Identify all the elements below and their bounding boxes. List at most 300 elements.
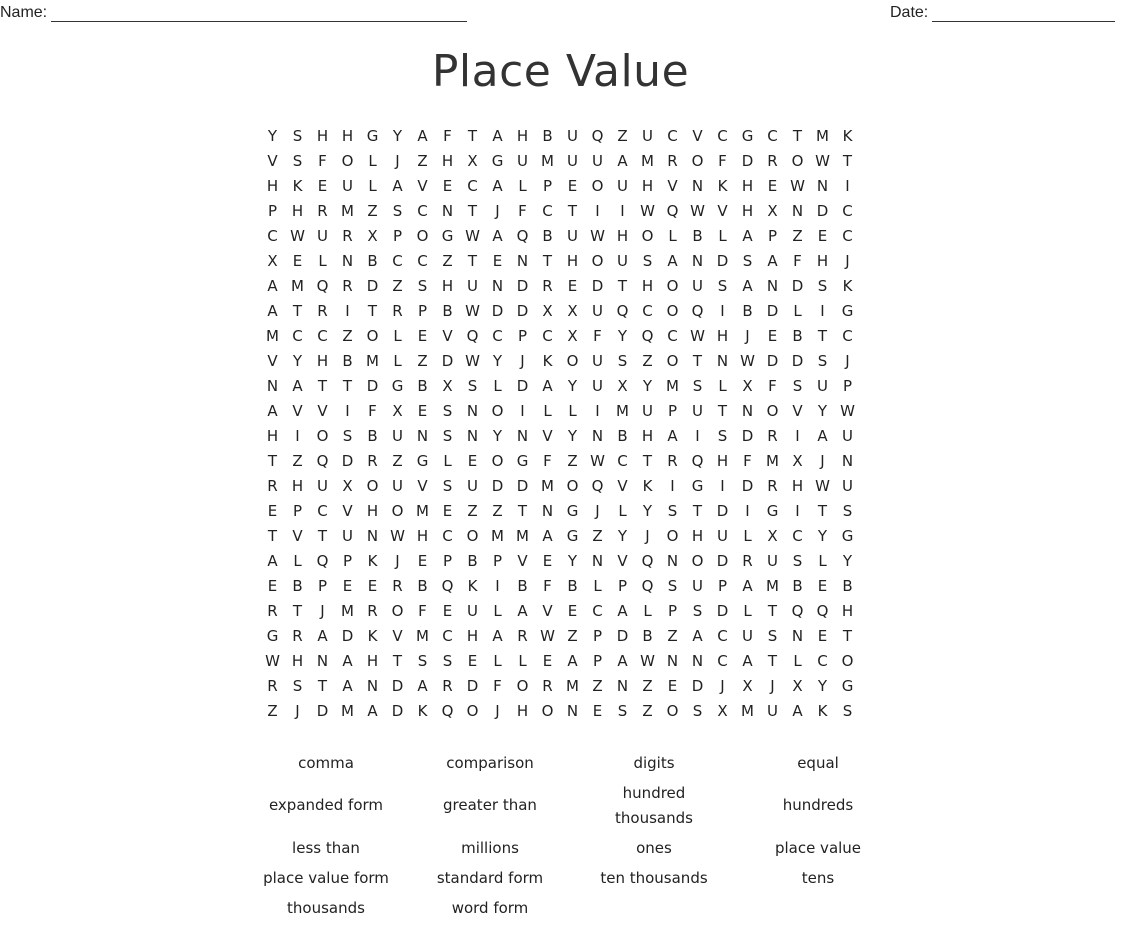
grid-letter: C	[842, 227, 853, 245]
grid-letter: K	[467, 577, 478, 595]
grid-letter: T	[767, 602, 778, 620]
grid-letter: R	[342, 277, 353, 295]
grid-letter: E	[767, 327, 778, 345]
grid-letter: R	[392, 302, 403, 320]
grid-letter: R	[367, 452, 378, 470]
grid-letter: L	[743, 602, 752, 620]
grid-letter: A	[617, 602, 628, 620]
grid-letter: B	[342, 352, 353, 370]
grid-letter: H	[266, 427, 279, 445]
grid-letter: A	[742, 227, 753, 245]
grid-letter: A	[667, 252, 678, 270]
grid-letter: W	[840, 402, 855, 420]
grid-letter: W	[290, 227, 305, 245]
date-field[interactable]	[890, 4, 1115, 22]
grid-letter: G	[366, 127, 379, 145]
grid-letter: A	[267, 302, 278, 320]
grid-letter: E	[567, 602, 578, 620]
grid-letter: T	[642, 452, 653, 470]
grid-letter: S	[442, 402, 453, 420]
grid-row	[260, 199, 860, 224]
grid-letter: I	[620, 202, 625, 220]
name-field[interactable]	[0, 4, 467, 22]
grid-letter: H	[266, 177, 279, 195]
grid-letter: F	[593, 327, 602, 345]
grid-letter: G	[566, 527, 579, 545]
grid-letter: E	[292, 252, 303, 270]
grid-letter: N	[791, 202, 804, 220]
grid-letter: W	[690, 202, 705, 220]
grid-letter: I	[845, 177, 850, 195]
grid-letter: Z	[417, 352, 428, 370]
grid-letter: M	[516, 527, 529, 545]
grid-letter: N	[591, 552, 604, 570]
grid-letter: T	[467, 127, 478, 145]
grid-letter: N	[341, 252, 354, 270]
grid-row	[260, 449, 860, 474]
grid-letter: X	[767, 202, 778, 220]
grid-letter: O	[416, 227, 429, 245]
grid-letter: T	[392, 652, 403, 670]
grid-letter: Q	[441, 577, 454, 595]
grid-letter: M	[416, 627, 429, 645]
grid-letter: I	[720, 302, 725, 320]
grid-letter: X	[467, 152, 478, 170]
grid-letter: D	[716, 552, 729, 570]
grid-letter: N	[841, 452, 854, 470]
grid-letter: W	[690, 327, 705, 345]
grid-letter: V	[617, 477, 628, 495]
grid-letter: F	[318, 152, 327, 170]
grid-letter: P	[842, 377, 853, 395]
grid-letter: O	[491, 452, 504, 470]
grid-letter: N	[416, 427, 429, 445]
grid-letter: Z	[392, 452, 403, 470]
grid-letter: V	[792, 402, 803, 420]
word-bank-item: thousands	[287, 898, 365, 917]
grid-letter: M	[766, 577, 779, 595]
grid-letter: A	[692, 627, 703, 645]
grid-row	[260, 349, 860, 374]
grid-letter: O	[516, 677, 529, 695]
grid-letter: H	[416, 527, 429, 545]
grid-letter: J	[295, 702, 300, 720]
grid-letter: X	[792, 677, 803, 695]
grid-letter: K	[842, 277, 853, 295]
grid-row	[260, 624, 860, 649]
grid-letter: O	[791, 152, 804, 170]
grid-letter: S	[442, 477, 453, 495]
grid-letter: D	[816, 202, 829, 220]
grid-letter: X	[442, 377, 453, 395]
grid-letter: L	[543, 402, 552, 420]
grid-letter: R	[767, 427, 778, 445]
grid-letter: N	[766, 277, 779, 295]
grid-letter: B	[542, 227, 553, 245]
grid-letter: L	[568, 402, 577, 420]
grid-letter: X	[567, 302, 578, 320]
grid-letter: R	[667, 152, 678, 170]
grid-row	[260, 299, 860, 324]
grid-letter: D	[791, 277, 804, 295]
grid-letter: B	[417, 577, 428, 595]
grid-letter: L	[518, 177, 527, 195]
word-bank-item	[572, 893, 736, 923]
grid-letter: H	[816, 252, 829, 270]
grid-row	[260, 174, 860, 199]
grid-letter: Z	[567, 452, 578, 470]
grid-letter: I	[820, 302, 825, 320]
grid-letter: K	[542, 352, 553, 370]
grid-letter: U	[842, 477, 853, 495]
grid-letter: V	[417, 477, 428, 495]
grid-letter: F	[493, 677, 502, 695]
grid-letter: K	[717, 177, 728, 195]
grid-letter: D	[516, 302, 529, 320]
grid-letter: Z	[592, 677, 603, 695]
grid-letter: Z	[467, 502, 478, 520]
grid-letter: L	[368, 152, 377, 170]
grid-letter: N	[466, 402, 479, 420]
word-bank-item: hundreds	[782, 796, 854, 814]
grid-letter: X	[742, 677, 753, 695]
grid-letter: C	[717, 627, 728, 645]
grid-letter: U	[342, 527, 353, 545]
grid-letter: N	[691, 652, 704, 670]
grid-letter: L	[393, 327, 402, 345]
grid-letter: V	[542, 427, 553, 445]
grid-letter: L	[818, 552, 827, 570]
grid-letter: O	[466, 702, 479, 720]
grid-letter: O	[591, 177, 604, 195]
grid-letter: W	[465, 352, 480, 370]
grid-letter: V	[417, 177, 428, 195]
grid-letter: H	[291, 652, 304, 670]
grid-letter: L	[718, 227, 727, 245]
grid-letter: T	[792, 127, 803, 145]
grid-letter: P	[667, 402, 678, 420]
grid-letter: S	[442, 427, 453, 445]
grid-letter: Q	[641, 327, 654, 345]
grid-letter: W	[590, 452, 605, 470]
grid-letter: V	[342, 502, 353, 520]
grid-letter: A	[492, 227, 503, 245]
grid-row	[260, 649, 860, 674]
word-bank-item: place value	[774, 838, 862, 857]
grid-letter: G	[691, 477, 704, 495]
grid-letter: V	[292, 527, 303, 545]
grid-letter: T	[842, 627, 853, 645]
grid-letter: Q	[466, 327, 479, 345]
grid-letter: Q	[516, 227, 529, 245]
grid-letter: D	[716, 502, 729, 520]
grid-letter: M	[741, 702, 754, 720]
grid-letter: Z	[492, 502, 503, 520]
word-bank-item: expanded form	[268, 796, 384, 814]
grid-letter: C	[717, 652, 728, 670]
grid-letter: V	[617, 552, 628, 570]
grid-letter: Z	[342, 327, 353, 345]
grid-letter: U	[592, 302, 603, 320]
page-title: Place Value	[431, 46, 690, 97]
date-blank-line[interactable]	[932, 5, 1115, 22]
grid-letter: B	[567, 577, 578, 595]
grid-letter: J	[595, 502, 600, 520]
grid-row	[260, 424, 860, 449]
grid-letter: S	[617, 702, 628, 720]
grid-letter: D	[791, 352, 804, 370]
grid-row	[260, 249, 860, 274]
grid-letter: L	[368, 177, 377, 195]
grid-letter: H	[741, 177, 754, 195]
grid-letter: U	[317, 477, 328, 495]
grid-letter: O	[591, 252, 604, 270]
grid-letter: T	[292, 302, 303, 320]
grid-letter: D	[691, 677, 704, 695]
grid-letter: G	[391, 377, 404, 395]
grid-row	[260, 324, 860, 349]
word-bank-item: tens	[801, 868, 835, 887]
grid-letter: V	[442, 327, 453, 345]
grid-letter: V	[692, 127, 703, 145]
word-bank-item: comparison	[446, 753, 534, 772]
grid-letter: G	[266, 627, 279, 645]
grid-letter: U	[767, 702, 778, 720]
grid-letter: E	[342, 577, 353, 595]
grid-letter: E	[817, 577, 828, 595]
grid-letter: A	[542, 377, 553, 395]
grid-letter: D	[741, 477, 754, 495]
grid-letter: C	[842, 202, 853, 220]
grid-letter: W	[540, 627, 555, 645]
grid-letter: K	[367, 552, 378, 570]
grid-letter: X	[767, 527, 778, 545]
grid-letter: S	[417, 277, 428, 295]
grid-letter: X	[717, 702, 728, 720]
grid-letter: E	[542, 652, 553, 670]
grid-letter: Q	[791, 602, 804, 620]
grid-letter: C	[817, 652, 828, 670]
grid-row	[260, 274, 860, 299]
grid-letter: U	[392, 427, 403, 445]
grid-letter: G	[416, 452, 429, 470]
grid-letter: W	[465, 302, 480, 320]
grid-letter: D	[516, 377, 529, 395]
grid-letter: X	[567, 327, 578, 345]
grid-row	[260, 399, 860, 424]
word-bank	[244, 748, 900, 923]
grid-letter: F	[418, 602, 427, 620]
grid-letter: Q	[691, 452, 704, 470]
grid-letter: M	[566, 677, 579, 695]
grid-letter: Q	[641, 552, 654, 570]
grid-letter: Q	[641, 577, 654, 595]
grid-letter: E	[567, 277, 578, 295]
grid-letter: D	[716, 252, 729, 270]
grid-letter: D	[491, 477, 504, 495]
grid-letter: V	[292, 402, 303, 420]
grid-letter: M	[766, 452, 779, 470]
grid-letter: Q	[316, 277, 329, 295]
grid-letter: L	[793, 652, 802, 670]
grid-letter: D	[441, 352, 454, 370]
grid-letter: Z	[392, 277, 403, 295]
grid-letter: O	[691, 152, 704, 170]
grid-letter: L	[443, 452, 452, 470]
grid-letter: T	[467, 202, 478, 220]
word-bank-row	[244, 833, 900, 863]
grid-row	[260, 224, 860, 249]
grid-letter: Y	[392, 127, 403, 145]
grid-letter: V	[267, 352, 278, 370]
grid-letter: D	[391, 702, 404, 720]
grid-letter: J	[845, 352, 850, 370]
grid-letter: Y	[842, 552, 853, 570]
grid-letter: J	[520, 352, 525, 370]
grid-letter: D	[316, 702, 329, 720]
grid-letter: B	[792, 327, 803, 345]
grid-letter: J	[770, 677, 775, 695]
grid-letter: A	[742, 652, 753, 670]
grid-letter: G	[841, 302, 854, 320]
grid-letter: U	[692, 577, 703, 595]
grid-letter: P	[417, 302, 428, 320]
grid-letter: T	[542, 252, 553, 270]
grid-letter: E	[442, 502, 453, 520]
grid-letter: E	[467, 452, 478, 470]
grid-letter: C	[542, 327, 553, 345]
grid-letter: N	[316, 652, 329, 670]
grid-letter: E	[817, 627, 828, 645]
grid-letter: V	[542, 602, 553, 620]
grid-letter: S	[292, 152, 303, 170]
grid-letter: J	[845, 252, 850, 270]
name-blank-line[interactable]	[51, 5, 467, 22]
grid-row	[260, 124, 860, 149]
grid-letter: C	[617, 452, 628, 470]
grid-letter: U	[592, 152, 603, 170]
grid-letter: W	[815, 152, 830, 170]
grid-letter: X	[542, 302, 553, 320]
grid-letter: J	[395, 152, 400, 170]
grid-letter: N	[816, 177, 829, 195]
grid-letter: N	[266, 377, 279, 395]
grid-letter: H	[341, 127, 354, 145]
grid-letter: E	[592, 702, 603, 720]
grid-letter: U	[692, 402, 703, 420]
grid-letter: S	[842, 702, 853, 720]
grid-letter: G	[841, 527, 854, 545]
grid-letter: T	[842, 152, 853, 170]
grid-letter: N	[716, 352, 729, 370]
grid-letter: U	[617, 177, 628, 195]
grid-letter: O	[391, 502, 404, 520]
grid-letter: E	[317, 177, 328, 195]
grid-letter: Z	[642, 352, 653, 370]
grid-letter: G	[766, 502, 779, 520]
grid-letter: M	[541, 152, 554, 170]
grid-letter: U	[467, 602, 478, 620]
grid-letter: H	[841, 602, 854, 620]
grid-letter: D	[341, 627, 354, 645]
grid-letter: T	[317, 377, 328, 395]
grid-letter: C	[842, 327, 853, 345]
grid-letter: U	[567, 127, 578, 145]
grid-letter: A	[267, 552, 278, 570]
grid-letter: N	[541, 502, 554, 520]
grid-letter: U	[567, 152, 578, 170]
grid-letter: Y	[642, 502, 653, 520]
grid-letter: U	[517, 152, 528, 170]
grid-letter: T	[692, 502, 703, 520]
grid-letter: R	[767, 477, 778, 495]
grid-letter: E	[442, 177, 453, 195]
grid-letter: C	[442, 627, 453, 645]
grid-letter: N	[366, 677, 379, 695]
grid-letter: Z	[592, 527, 603, 545]
grid-letter: T	[817, 502, 828, 520]
grid-letter: H	[316, 352, 329, 370]
grid-letter: S	[617, 352, 628, 370]
grid-letter: S	[392, 202, 403, 220]
grid-letter: R	[392, 577, 403, 595]
grid-letter: F	[793, 252, 802, 270]
grid-row	[260, 674, 860, 699]
grid-letter: A	[792, 702, 803, 720]
grid-letter: S	[467, 377, 478, 395]
grid-letter: O	[641, 227, 654, 245]
grid-letter: H	[641, 427, 654, 445]
grid-letter: U	[317, 227, 328, 245]
grid-letter: U	[392, 477, 403, 495]
grid-letter: H	[441, 152, 454, 170]
grid-letter: U	[592, 377, 603, 395]
grid-letter: H	[791, 477, 804, 495]
grid-letter: I	[595, 402, 600, 420]
grid-letter: A	[267, 277, 278, 295]
grid-letter: D	[366, 377, 379, 395]
grid-letter: O	[541, 702, 554, 720]
grid-letter: D	[516, 277, 529, 295]
grid-letter: B	[742, 302, 753, 320]
grid-row	[260, 699, 860, 724]
grid-letter: N	[516, 252, 529, 270]
grid-letter: U	[742, 627, 753, 645]
grid-letter: F	[743, 452, 752, 470]
grid-letter: P	[492, 552, 503, 570]
word-bank-item: equal	[797, 753, 839, 772]
grid-letter: W	[740, 352, 755, 370]
grid-letter: P	[592, 627, 603, 645]
grid-letter: W	[815, 477, 830, 495]
grid-letter: M	[266, 327, 279, 345]
grid-letter: Y	[817, 527, 828, 545]
grid-letter: D	[741, 427, 754, 445]
grid-letter: E	[417, 327, 428, 345]
grid-letter: N	[491, 277, 504, 295]
grid-letter: H	[441, 277, 454, 295]
grid-letter: K	[642, 477, 653, 495]
grid-letter: R	[267, 677, 278, 695]
grid-letter: E	[417, 402, 428, 420]
grid-letter: T	[717, 402, 728, 420]
grid-letter: Y	[567, 427, 578, 445]
grid-letter: U	[342, 177, 353, 195]
grid-letter: S	[667, 502, 678, 520]
grid-letter: S	[842, 502, 853, 520]
grid-letter: W	[790, 177, 805, 195]
grid-letter: Y	[617, 527, 628, 545]
